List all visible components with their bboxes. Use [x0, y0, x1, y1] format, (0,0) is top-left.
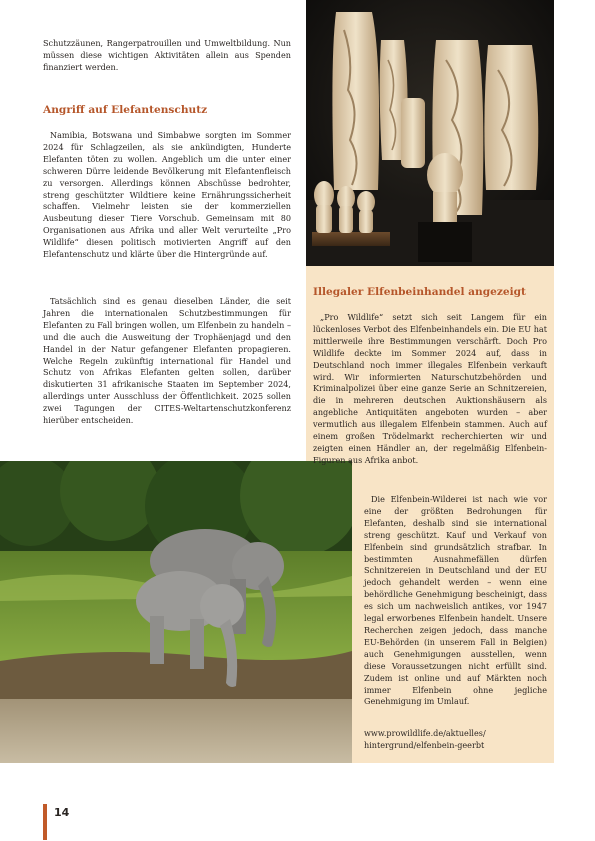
sidebar-link-line-1[interactable]: www.prowildlife.de/aktuelles/	[364, 728, 486, 738]
ivory-carvings-photo	[306, 0, 554, 266]
sidebar-link[interactable]	[364, 728, 547, 752]
elephants-photo	[0, 461, 352, 763]
sidebar-link-line-2[interactable]: hintergrund/elfenbein-geerbt	[364, 739, 485, 750]
section-heading-elefantenschutz: Angriff auf Elefantenschutz	[43, 104, 208, 116]
intro-text: Schutzzäunen, Rangerpatrouillen und Umweltbildung. Nun müssen diese wichtigen Aktivitäten allein aus Spenden finanziert werden.	[43, 38, 291, 72]
sidebar-text-2: Die Elfenbein-Wilderei ist nach wie vor eine der größten Bedrohungen für Elefanten, deshalb sind sie international streng geschützt. Kauf und Verkauf von Elfenbein sind grundsätzlich strafbar. In bestimmten Ausnahmefällen dürfen Schnitzereien in Deutschland und der EU jedoch gehandelt werden – wenn eine behördliche Genehmigung bescheinigt, dass es sich um nachweislich antikes, vor 1947 legal erworbenes Elfenbein handelt. Unsere Recherchen zeigen jedoch, dass manche EU-Behörden (in unserem Fall in Belgien) auch Genehmigungen ausstellen, wenn diese Voraussetzungen nicht erfüllt sind. Zudem ist online und auf Märkten noch immer Elfenbein ohne jegliche Genehmigung im Umlauf.	[364, 494, 547, 707]
sidebar-text-1: „Pro Wildlife“ setzt sich seit Langem für ein lückenloses Verbot des Elfenbeinhandels ein. Die EU hat mittlerweile ihre Bestimmungen verschärft. Doch Pro Wildlife deckte im Sommer 2024 auf, dass in Deutschland noch immer illegales Elfenbein verkauft wird. Wir informierten Naturschutzbehörden und Kriminalpolizei über eine ganze Serie an Schnitzereien, die in mehreren deutschen Auktionshäusern als angebliche Antiquitäten angeboten wurden – aber vermutlich aus illegalem Elfenbein stammen. Auch auf einem großen Trödelmarkt recherchierten wir und zeigten einen Händler an, der regelmäßig Elfenbein-Figuren aus Afrika anbot.	[313, 312, 547, 465]
ivory-carvings-illustration	[306, 0, 554, 266]
section1-paragraph-2	[43, 296, 291, 427]
section1-paragraph-1	[43, 130, 291, 261]
section1-text-2: Tatsächlich sind es genau dieselben Länder, die seit Jahren die internationalen Schutzbestimmungen für Elefanten zu Fall bringen wollen, um Elfenbein zu handeln – und die auch die Ausweitung der Trophäenjagd und den Handel in der Natur gefangener Elefanten propagieren. Welche Regeln zukünftig international für Handel und Schutz von Afrikas Elefanten gelten sollen, darüber diskutierten 31 afrikanische Staaten im September 2024, allerdings unter Ausschluss der Öffentlichkeit. 2025 sollen zwei Tagungen der CITES-Weltartenschutzkonferenz hierüber entscheiden.	[43, 296, 291, 426]
sidebar-paragraph-1	[313, 312, 547, 467]
page-number-accent-bar	[43, 804, 47, 840]
page-number: 14	[54, 806, 70, 819]
sidebar-paragraph-2	[364, 494, 547, 708]
sidebar-heading-elfenbeinhandel: Illegaler Elfenbeinhandel angezeigt	[313, 286, 526, 298]
intro-paragraph	[43, 38, 291, 74]
elephants-illustration	[0, 461, 352, 763]
section1-text-1: Namibia, Botswana und Simbabwe sorgten im Sommer 2024 für Schlagzeilen, als sie ankündigten, Hunderte Elefanten töten zu wollen. Angeblich um die unter einer schweren Dürre leidende Bevölkerung mit Elefantenfleisch zu versorgen. Allerdings können Abschüsse bedrohter, streng geschützter Wildtiere keine Ernährungssicherheit schaffen. Vielmehr leisten sie der kommerziellen Ausbeutung dieser Tiere Vorschub. Gemeinsam mit 80 Organisationen aus Afrika und aller Welt verurteilte „Pro Wildlife“ diesen politisch motivierten Angriff auf den Elefantenschutz und klärte über die Hintergründe auf.	[43, 130, 291, 260]
